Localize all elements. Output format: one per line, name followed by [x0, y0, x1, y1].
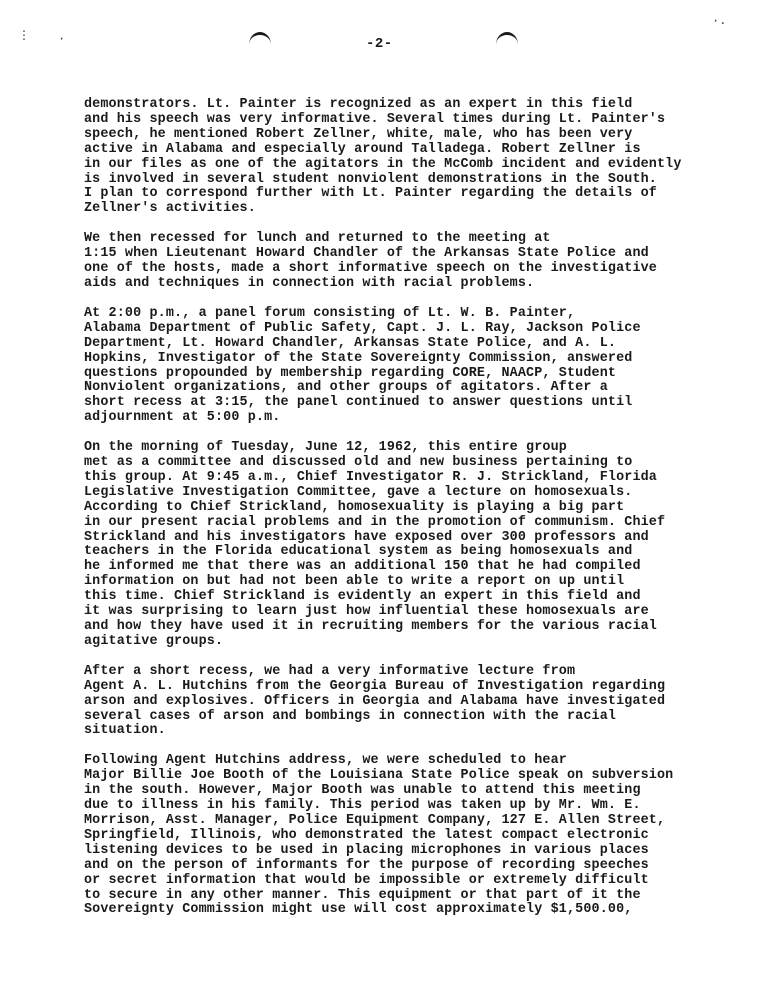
- paragraph: After a short recess, we had a very informative lecture from Agent A. L. Hutchins from the Georgia Bureau of Investigation regarding arson and explosives. Officers in Georgia and Alabama have investigated several cases of arson and bombings in connection with the racial situation.: [84, 663, 666, 739]
- punch-hole-mark: [249, 32, 271, 57]
- paragraph: On the morning of Tuesday, June 12, 1962, this entire group met as a committee and discussed old and new business pertaining to this group. At 9:45 a.m., Chief Investigator R. J. Strickland, Florida Legislative Investigation Committee, gave a lecture on homosexuals. According to Chief Strickland, homosexuality is playing a big part in our present racial problems and in the promotion of communism. Chief Strickland and his investigators have exposed over 300 professors and teachers in the Florida educational system as being homosexuals and he informed me that there was an additional 150 that he had compiled information on but had not been able to write a report on up until this time. Chief Strickland is evidently an expert in this field and it was surprising to learn just how influential these homosexuals are and how they have used it in recruiting members for the various racial agitative groups.: [84, 440, 666, 649]
- paragraph: At 2:00 p.m., a panel forum consisting of Lt. W. B. Painter, Alabama Department of Public Safety, Capt. J. L. Ray, Jackson Police Department, Lt. Howard Chandler, Arkansas State Police, and A. L. Hopkins, Investigator of the State Sovereignty Commission, answered questions propounded by membership regarding CORE, NAACP, Student Nonviolent organizations, and other groups of agitators. After a short recess at 3:15, the panel continued to answer questions until adjournment at 5:00 p.m.: [84, 305, 641, 426]
- paragraph: demonstrators. Lt. Painter is recognized as an expert in this field and his speech was very informative. Several times during Lt. Painter's speech, he mentioned Robert Zellner, white, male, who has been very active in Alabama and especially around Talladega. Robert Zellner is in our files as one of the agitators in the McComb incident and evidently is involved in several student nonviolent demonstrations in the South. I plan to correspond further with Lt. Painter regarding the details of Zellner's activities.: [84, 97, 682, 217]
- punch-hole-mark: [496, 32, 518, 57]
- scan-speck: ⋮: [18, 29, 30, 43]
- paragraph: We then recessed for lunch and returned to the meeting at 1:15 when Lieutenant Howard Chandler of the Arkansas State Police and one of the hosts, made a short informative speech on the investigative aids and techniques in connection with racial problems.: [84, 231, 657, 291]
- scan-speck: ·.: [712, 14, 727, 28]
- scan-speck: ·: [58, 32, 66, 46]
- page-header: [0, 30, 763, 70]
- paragraph: Following Agent Hutchins address, we were scheduled to hear Major Billie Joe Booth of the Louisiana State Police speak on subversion in the south. However, Major Booth was unable to attend this meeting due to illness in his family. This period was taken up by Mr. Wm. E. Morrison, Asst. Manager, Police Equipment Company, 127 E. Allen Street, Springfield, Illinois, who demonstrated the latest compact electronic listening devices to be used in placing microphones in various places and on the person of informants for the purpose of recording speeches or secret information that would be impossible or extremely difficult to secure in any other manner. This equipment or that part of it the Sovereignty Commission might use will cost approximately $1,500.00,: [84, 753, 674, 918]
- body-text: [84, 98, 744, 933]
- page-number: -2-: [366, 36, 393, 52]
